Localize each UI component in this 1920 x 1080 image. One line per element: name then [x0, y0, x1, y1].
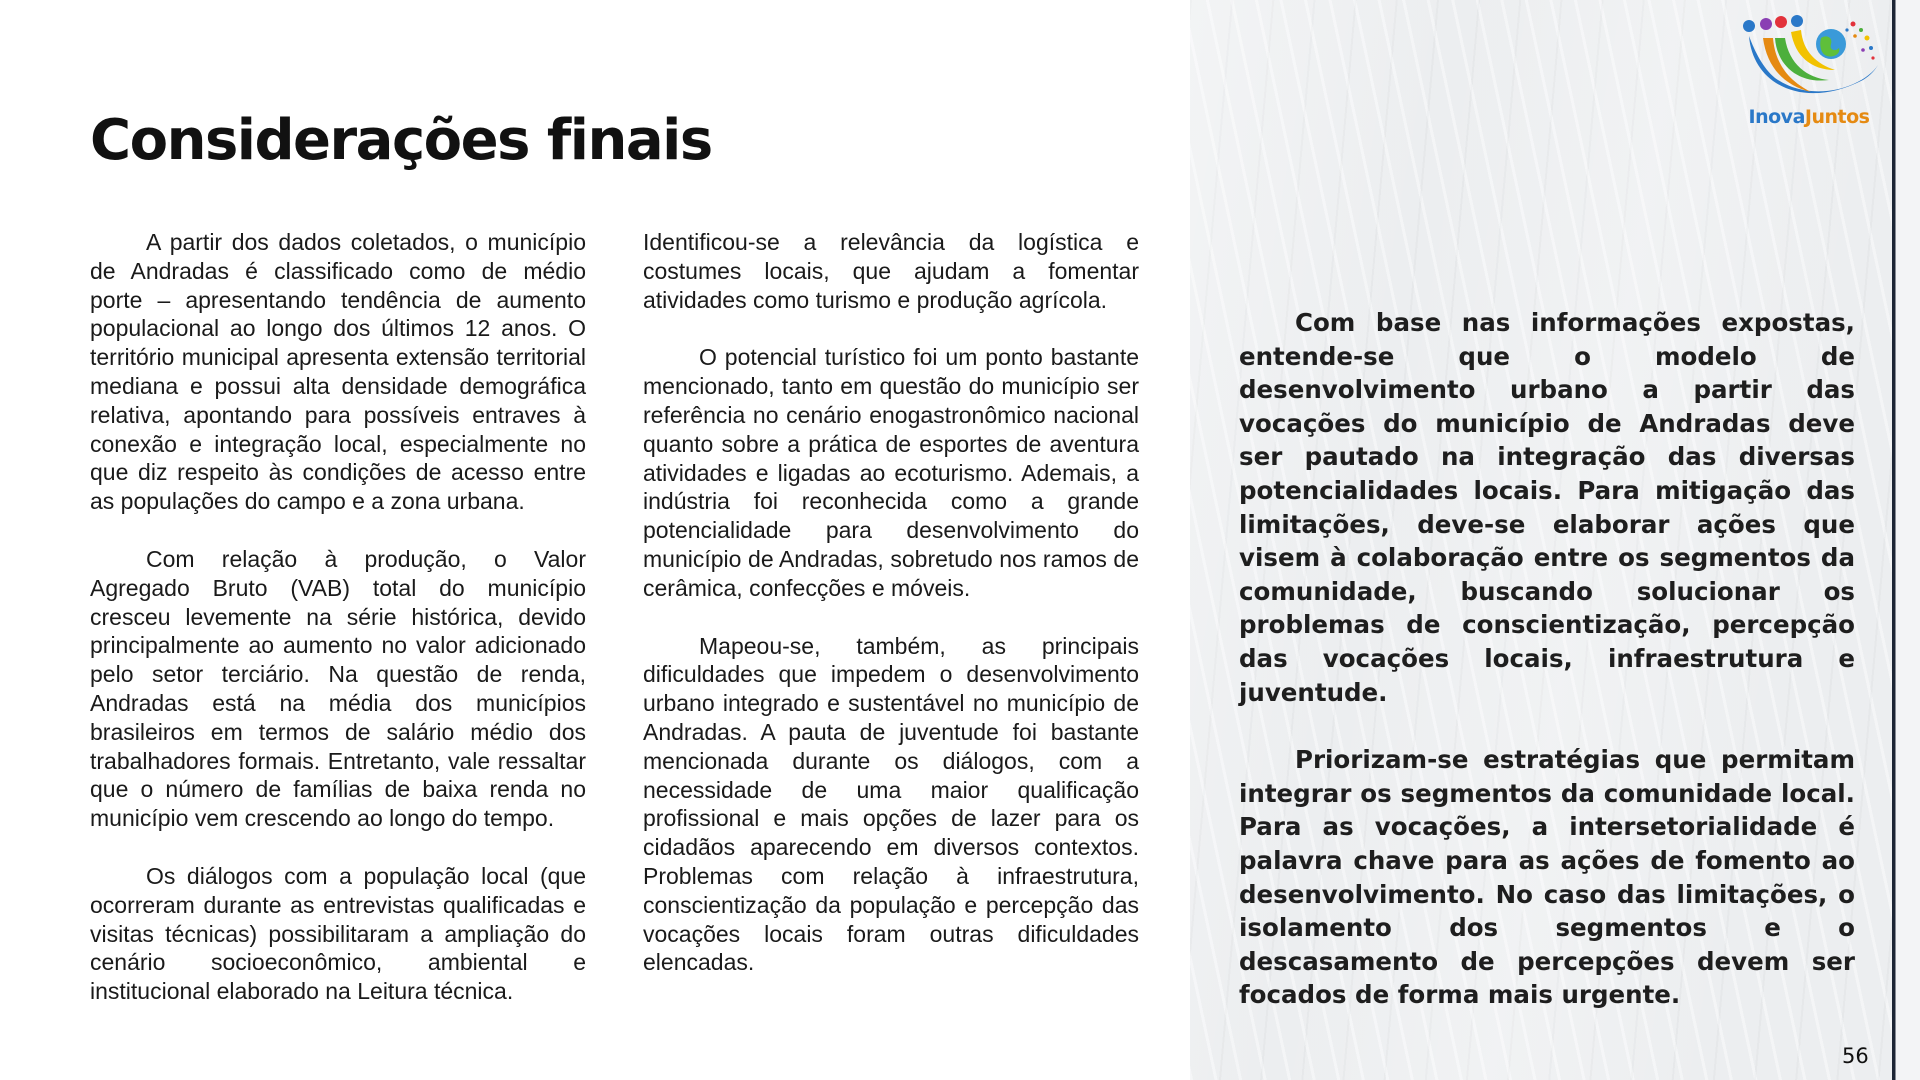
logo-wordmark-part1: Inova: [1748, 106, 1805, 128]
summary-panel-text: [1239, 306, 1855, 1046]
text-column-left: [90, 228, 586, 1035]
logo-wordmark: [1735, 106, 1883, 128]
paragraph: Com base nas informações expostas, entende-se que o modelo de desenvolvimento urbano a partir das vocações do município de Andradas deve ser pautado na integração das diversas potencialidades locais. Para mitigação das limitações, deve-se elaborar ações que visem à colaboração entre os segmentos da comunidade, buscando solucionar os problemas de conscientização, percepção das vocações locais, infraestrutura e juventude.: [1239, 308, 1855, 707]
paragraph: Os diálogos com a população local (que ocorreram durante as entrevistas qualificadas e visitas técnicas) possibilitaram a ampliação do cenário socioeconômico, ambiental e institucional elaborado na Leitura técnica.: [90, 862, 586, 1005]
paragraph: Priorizam-se estratégias que permitam integrar os segmentos da comunidade local. Para as vocações, a intersetorialidade é palavra chave para as ações de fomento ao desenvolvimento. No caso das limitações, o isolamento dos segmentos e o descasamento de percepções devem ser focados de forma mais urgente.: [1239, 745, 1855, 1010]
right-edge-bar: [1892, 0, 1920, 1080]
logo-wordmark-part2: Juntos: [1804, 106, 1870, 128]
paragraph-continuation: Identificou-se a relevância da logística e costumes locais, que ajudam a fomentar atividades como turismo e produção agrícola.: [643, 229, 1139, 313]
page-number: 56: [1842, 1044, 1869, 1068]
paragraph: Com relação à produção, o Valor Agregado Bruto (VAB) total do município cresceu levemente na série histórica, devido principalmente ao aumento no valor adicionado pelo setor terciário. Na questão de renda, Andradas está na média dos municípios brasileiros em termos de salário médio dos trabalhadores formais. Entretanto, vale ressaltar que o número de famílias de baixa renda no município vem crescendo ao longo do tempo.: [90, 545, 586, 832]
text-column-middle: [643, 228, 1139, 1006]
paragraph: O potencial turístico foi um ponto bastante mencionado, tanto em questão do município ser referência no cenário enogastronômico nacional quanto sobre a prática de esportes de aventura atividades e ligadas ao ecoturismo. Ademais, a indústria foi reconhecida como a grande potencialidade para desenvolvimento do município de Andradas, sobretudo nos ramos de cerâmica, confecções e móveis.: [643, 344, 1139, 601]
page-title: Considerações finais: [90, 108, 712, 173]
paragraph: A partir dos dados coletados, o município de Andradas é classificado como de médio porte – apresentando tendência de aumento populacional ao longo dos últimos 12 anos. O território municipal apresenta extensão territorial mediana e possui alta densidade demográfica relativa, apontando para possíveis entraves à conexão e integração local, especialmente no que diz respeito às condições de acesso entre as populações do campo e a zona urbana.: [90, 229, 586, 515]
paragraph: Mapeou-se, também, as principais dificuldades que impedem o desenvolvimento urbano integrado e sustentável no município de Andradas. A pauta de juventude foi bastante mencionada durante os diálogos, com a necessidade de uma maior qualificação profissional e mais opções de lazer para os cidadãos aparecendo em diversos contextos. Problemas com relação à infraestrutura, conscientização da população e percepção das vocações locais foram outras dificuldades elencadas.: [643, 632, 1139, 976]
